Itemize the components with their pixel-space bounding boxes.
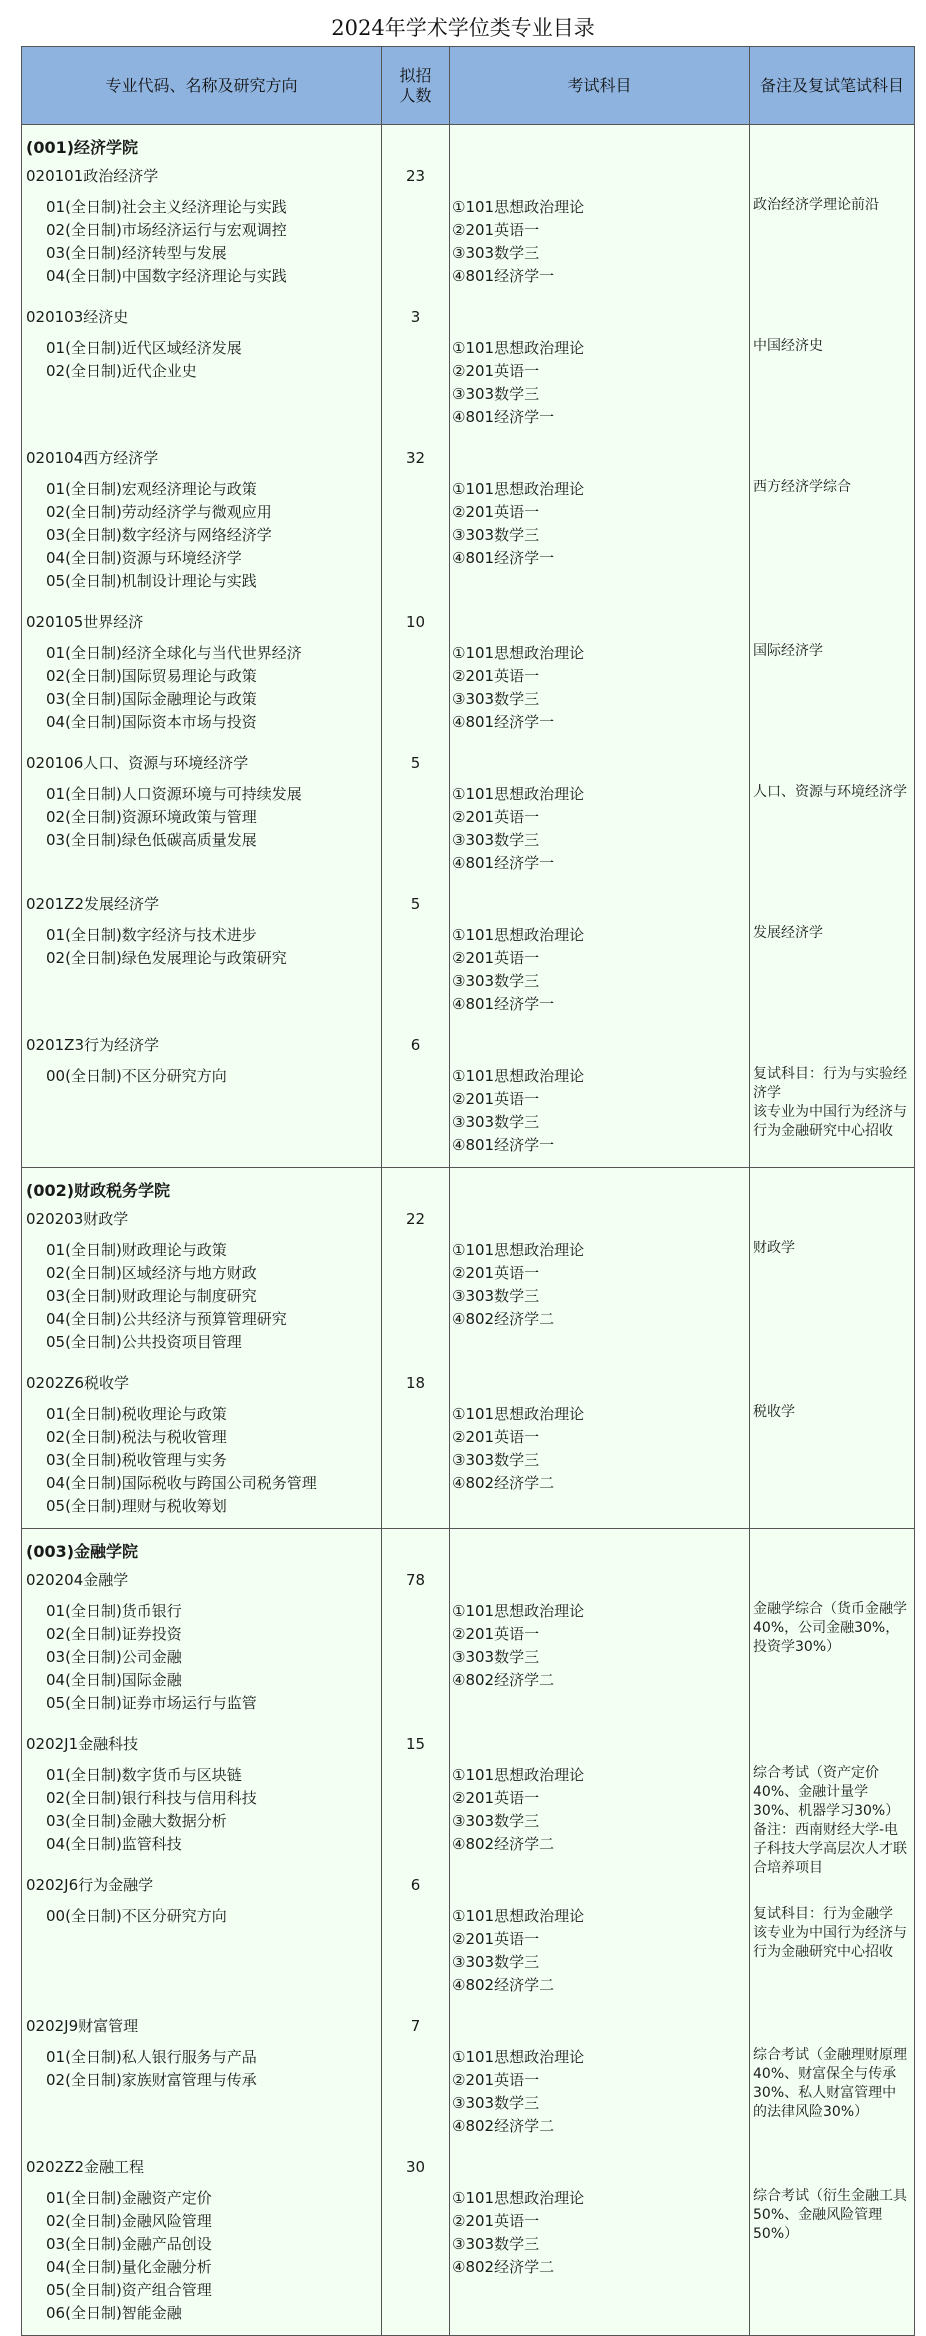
exam-subject: ③303数学三 — [452, 1648, 540, 1666]
remark-text: 备注：西南财经大学-电子科技大学高层次人才联合培养项目 — [753, 1822, 907, 1876]
quota-block — [382, 163, 449, 298]
exam-subject: ②201英语一 — [452, 667, 540, 685]
subjects-block — [450, 609, 749, 744]
research-direction: 01(全日制)财政理论与政策 — [46, 1241, 227, 1259]
remark-text: 税收学 — [753, 1404, 795, 1420]
exam-subject: ②201英语一 — [452, 221, 540, 239]
exam-subject: ②201英语一 — [452, 2071, 540, 2089]
research-direction: 02(全日制)区域经济与地方财政 — [46, 1264, 257, 1282]
subjects-block — [450, 163, 749, 298]
research-direction: 05(全日制)理财与税收筹划 — [46, 1497, 227, 1515]
major-block — [22, 1872, 381, 2007]
table-header-row — [22, 47, 915, 125]
remark-text: 该专业为中国行为经济与行为金融研究中心招收 — [753, 1925, 907, 1960]
research-direction: 02(全日制)银行科技与信用科技 — [46, 1789, 257, 1807]
subjects-block — [450, 1872, 749, 2007]
major-code-name: 020106人口、资源与环境经济学 — [26, 754, 249, 772]
header-major: 专业代码、名称及研究方向 — [22, 47, 382, 125]
department-name: (001)经济学院 — [26, 138, 139, 157]
exam-subject: ①101思想政治理论 — [452, 1907, 585, 1925]
remark-text: 综合考试（衍生金融工具50%、金融风险管理50%） — [753, 2188, 907, 2242]
major-quota: 3 — [410, 308, 421, 326]
subjects-block — [450, 891, 749, 1026]
research-direction: 04(全日制)国际金融 — [46, 1671, 182, 1689]
major-catalog-table — [21, 46, 915, 2336]
research-direction: 02(全日制)证券投资 — [46, 1625, 182, 1643]
research-direction: 01(全日制)税收理论与政策 — [46, 1405, 227, 1423]
major-block — [22, 2013, 381, 2148]
research-direction: 01(全日制)金融资产定价 — [46, 2189, 212, 2207]
remarks-block — [750, 1872, 914, 2007]
remarks-block — [750, 1032, 914, 1167]
remark-text: 财政学 — [753, 1240, 795, 1256]
remarks-block — [750, 750, 914, 885]
research-direction: 00(全日制)不区分研究方向 — [46, 1907, 227, 1925]
research-direction: 01(全日制)宏观经济理论与政策 — [46, 480, 257, 498]
exam-subject: ③303数学三 — [452, 1451, 540, 1469]
remarks-block — [750, 1567, 914, 1725]
quota-cell — [382, 1529, 450, 2336]
major-cell — [22, 1529, 382, 2336]
remark-text: 西方经济学综合 — [753, 479, 851, 495]
remark-text: 发展经济学 — [753, 925, 823, 941]
remarks-block — [750, 163, 914, 298]
exam-subject: ②201英语一 — [452, 1930, 540, 1948]
header-remarks: 备注及复试笔试科目 — [750, 47, 915, 125]
exam-subject: ④802经济学二 — [452, 1671, 555, 1689]
remark-text: 政治经济学理论前沿 — [753, 197, 879, 213]
exam-subject: ③303数学三 — [452, 972, 540, 990]
research-direction: 05(全日制)证券市场运行与监管 — [46, 1694, 257, 1712]
research-direction: 00(全日制)不区分研究方向 — [46, 1067, 227, 1085]
department-section — [22, 125, 915, 1168]
quota-block — [382, 2154, 449, 2335]
exam-subject: ②201英语一 — [452, 1625, 540, 1643]
quota-block — [382, 304, 449, 439]
research-direction: 02(全日制)家族财富管理与传承 — [46, 2071, 257, 2089]
research-direction: 04(全日制)公共经济与预算管理研究 — [46, 1310, 287, 1328]
subjects-cell — [450, 125, 750, 1168]
exam-subject: ①101思想政治理论 — [452, 2189, 585, 2207]
exam-subject: ①101思想政治理论 — [452, 1602, 585, 1620]
research-direction: 04(全日制)量化金融分析 — [46, 2258, 212, 2276]
major-quota: 30 — [405, 2158, 426, 2176]
research-direction: 03(全日制)金融产品创设 — [46, 2235, 212, 2253]
major-code-name: 020101政治经济学 — [26, 167, 159, 185]
research-direction: 04(全日制)中国数字经济理论与实践 — [46, 267, 287, 285]
exam-subject: ②201英语一 — [452, 1428, 540, 1446]
quota-block — [382, 1872, 449, 2007]
research-direction: 06(全日制)智能金融 — [46, 2304, 182, 2322]
research-direction: 01(全日制)数字经济与技术进步 — [46, 926, 257, 944]
exam-subject: ①101思想政治理论 — [452, 1067, 585, 1085]
remarks-block — [750, 1206, 914, 1364]
research-direction: 05(全日制)机制设计理论与实践 — [46, 572, 257, 590]
remarks-block — [750, 304, 914, 439]
remarks-block — [750, 2013, 914, 2148]
subjects-block — [450, 304, 749, 439]
exam-subject: ③303数学三 — [452, 244, 540, 262]
major-block — [22, 609, 381, 744]
exam-subject: ①101思想政治理论 — [452, 926, 585, 944]
exam-subject: ①101思想政治理论 — [452, 1241, 585, 1259]
quota-block — [382, 2013, 449, 2148]
exam-subject: ④801经济学一 — [452, 549, 555, 567]
exam-subject: ③303数学三 — [452, 2094, 540, 2112]
exam-subject: ④801经济学一 — [452, 713, 555, 731]
exam-subject: ④802经济学二 — [452, 2258, 555, 2276]
exam-subject: ①101思想政治理论 — [452, 785, 585, 803]
major-code-name: 0202J1金融科技 — [26, 1735, 139, 1753]
major-block — [22, 1731, 381, 1866]
major-cell — [22, 1168, 382, 1529]
quota-block — [382, 1032, 449, 1167]
major-cell — [22, 125, 382, 1168]
subjects-block — [450, 1206, 749, 1364]
research-direction: 02(全日制)资源环境政策与管理 — [46, 808, 257, 826]
subjects-cell — [450, 1529, 750, 2336]
major-code-name: 0202Z2金融工程 — [26, 2158, 144, 2176]
research-direction: 05(全日制)公共投资项目管理 — [46, 1333, 242, 1351]
exam-subject: ③303数学三 — [452, 1287, 540, 1305]
subjects-block — [450, 1567, 749, 1725]
quota-block — [382, 1731, 449, 1866]
major-block — [22, 1567, 381, 1725]
research-direction: 03(全日制)国际金融理论与政策 — [46, 690, 257, 708]
exam-subject: ④801经济学一 — [452, 267, 555, 285]
major-block — [22, 1370, 381, 1528]
research-direction: 03(全日制)绿色低碳高质量发展 — [46, 831, 257, 849]
research-direction: 03(全日制)税收管理与实务 — [46, 1451, 227, 1469]
exam-subject: ④802经济学二 — [452, 1976, 555, 1994]
page-title: 2024年学术学位类专业目录 — [331, 16, 595, 40]
exam-subject: ①101思想政治理论 — [452, 1766, 585, 1784]
exam-subject: ①101思想政治理论 — [452, 339, 585, 357]
remark-text: 金融学综合（货币金融学40%，公司金融30%，投资学30%） — [753, 1601, 907, 1655]
major-block — [22, 1032, 381, 1167]
exam-subject: ④801经济学一 — [452, 995, 555, 1013]
major-block — [22, 1206, 381, 1364]
research-direction: 01(全日制)社会主义经济理论与实践 — [46, 198, 287, 216]
exam-subject: ③303数学三 — [452, 1812, 540, 1830]
research-direction: 02(全日制)税法与税收管理 — [46, 1428, 227, 1446]
exam-subject: ①101思想政治理论 — [452, 198, 585, 216]
research-direction: 01(全日制)数字货币与区块链 — [46, 1766, 242, 1784]
remarks-block — [750, 609, 914, 744]
research-direction: 03(全日制)经济转型与发展 — [46, 244, 227, 262]
major-code-name: 020105世界经济 — [26, 613, 144, 631]
subjects-block — [450, 2154, 749, 2335]
remarks-block — [750, 2154, 914, 2335]
quota-block — [382, 891, 449, 1026]
research-direction: 02(全日制)市场经济运行与宏观调控 — [46, 221, 287, 239]
research-direction: 01(全日制)货币银行 — [46, 1602, 182, 1620]
exam-subject: ④801经济学一 — [452, 408, 555, 426]
exam-subject: ①101思想政治理论 — [452, 480, 585, 498]
remarks-block — [750, 445, 914, 603]
exam-subject: ②201英语一 — [452, 1090, 540, 1108]
exam-subject: ③303数学三 — [452, 385, 540, 403]
quota-block — [382, 1567, 449, 1725]
major-quota: 32 — [405, 449, 426, 467]
research-direction: 01(全日制)私人银行服务与产品 — [46, 2048, 257, 2066]
subjects-block — [450, 445, 749, 603]
exam-subject: ④802经济学二 — [452, 1310, 555, 1328]
research-direction: 01(全日制)近代区域经济发展 — [46, 339, 242, 357]
research-direction: 02(全日制)金融风险管理 — [46, 2212, 212, 2230]
subjects-block — [450, 1731, 749, 1866]
exam-subject: ②201英语一 — [452, 808, 540, 826]
major-quota: 5 — [410, 754, 421, 772]
research-direction: 03(全日制)金融大数据分析 — [46, 1812, 227, 1830]
subjects-cell — [450, 1168, 750, 1529]
remark-text: 复试科目：行为金融学 — [753, 1906, 893, 1922]
major-quota: 10 — [405, 613, 426, 631]
exam-subject: ①101思想政治理论 — [452, 1405, 585, 1423]
exam-subject: ③303数学三 — [452, 2235, 540, 2253]
major-code-name: 0202Z6税收学 — [26, 1374, 129, 1392]
major-quota: 15 — [405, 1735, 426, 1753]
header-subjects: 考试科目 — [450, 47, 750, 125]
exam-subject: ①101思想政治理论 — [452, 2048, 585, 2066]
research-direction: 03(全日制)数字经济与网络经济学 — [46, 526, 272, 544]
remark-text: 国际经济学 — [753, 643, 823, 659]
subjects-block — [450, 2013, 749, 2148]
remark-text: 人口、资源与环境经济学 — [753, 784, 907, 800]
research-direction: 02(全日制)近代企业史 — [46, 362, 197, 380]
major-code-name: 0201Z2发展经济学 — [26, 895, 159, 913]
research-direction: 05(全日制)资产组合管理 — [46, 2281, 212, 2299]
exam-subject: ②201英语一 — [452, 949, 540, 967]
research-direction: 03(全日制)财政理论与制度研究 — [46, 1287, 257, 1305]
major-quota: 78 — [405, 1571, 426, 1589]
subjects-block — [450, 1032, 749, 1167]
exam-subject: ②201英语一 — [452, 2212, 540, 2230]
research-direction: 04(全日制)国际税收与跨国公司税务管理 — [46, 1474, 317, 1492]
major-quota: 5 — [410, 895, 421, 913]
department-name: (003)金融学院 — [26, 1542, 139, 1561]
research-direction: 03(全日制)公司金融 — [46, 1648, 182, 1666]
exam-subject: ①101思想政治理论 — [452, 644, 585, 662]
remarks-block — [750, 1370, 914, 1528]
major-code-name: 020103经济史 — [26, 308, 129, 326]
major-block — [22, 163, 381, 298]
exam-subject: ③303数学三 — [452, 831, 540, 849]
quota-block — [382, 1206, 449, 1364]
quota-cell — [382, 1168, 450, 1529]
exam-subject: ②201英语一 — [452, 362, 540, 380]
research-direction: 02(全日制)绿色发展理论与政策研究 — [46, 949, 287, 967]
exam-subject: ③303数学三 — [452, 690, 540, 708]
major-quota: 18 — [405, 1374, 426, 1392]
major-code-name: 0202J9财富管理 — [26, 2017, 139, 2035]
subjects-block — [450, 750, 749, 885]
research-direction: 04(全日制)资源与环境经济学 — [46, 549, 242, 567]
research-direction: 01(全日制)经济全球化与当代世界经济 — [46, 644, 302, 662]
exam-subject: ④802经济学二 — [452, 2117, 555, 2135]
remarks-block — [750, 1731, 914, 1876]
department-name: (002)财政税务学院 — [26, 1181, 171, 1200]
research-direction: 02(全日制)劳动经济学与微观应用 — [46, 503, 272, 521]
major-quota: 6 — [410, 1876, 421, 1894]
major-block — [22, 891, 381, 1026]
quota-block — [382, 750, 449, 885]
remark-text: 综合考试（资产定价40%、金融计量学30%、机器学习30%） — [753, 1765, 900, 1819]
exam-subject: ②201英语一 — [452, 1789, 540, 1807]
header-quota: 拟招人数 — [382, 47, 450, 125]
department-section — [22, 1168, 915, 1529]
remark-text: 复试科目：行为与实验经济学 — [753, 1066, 907, 1101]
exam-subject: ②201英语一 — [452, 503, 540, 521]
quota-cell — [382, 125, 450, 1168]
major-block — [22, 445, 381, 603]
major-code-name: 0202J6行为金融学 — [26, 1876, 154, 1894]
quota-block — [382, 445, 449, 603]
quota-block — [382, 1370, 449, 1528]
major-code-name: 020104西方经济学 — [26, 449, 159, 467]
major-quota: 6 — [410, 1036, 421, 1054]
exam-subject: ②201英语一 — [452, 1264, 540, 1282]
research-direction: 02(全日制)国际贸易理论与政策 — [46, 667, 257, 685]
exam-subject: ④801经济学一 — [452, 854, 555, 872]
major-block — [22, 2154, 381, 2335]
major-code-name: 020204金融学 — [26, 1571, 129, 1589]
remark-text: 该专业为中国行为经济与行为金融研究中心招收 — [753, 1104, 907, 1139]
exam-subject: ③303数学三 — [452, 526, 540, 544]
remark-text: 中国经济史 — [753, 338, 823, 354]
major-code-name: 020203财政学 — [26, 1210, 129, 1228]
research-direction: 04(全日制)国际资本市场与投资 — [46, 713, 257, 731]
exam-subject: ④802经济学二 — [452, 1474, 555, 1492]
subjects-block — [450, 1370, 749, 1528]
department-section — [22, 1529, 915, 2336]
remarks-cell — [750, 125, 915, 1168]
major-block — [22, 304, 381, 439]
exam-subject: ③303数学三 — [452, 1953, 540, 1971]
remark-text: 综合考试（金融理财原理40%、财富保全与传承30%、私人财富管理中的法律风险30%） — [753, 2047, 907, 2120]
major-quota: 7 — [410, 2017, 421, 2035]
remarks-cell — [750, 1168, 915, 1529]
remarks-cell — [750, 1529, 915, 2336]
exam-subject: ④802经济学二 — [452, 1835, 555, 1853]
quota-block — [382, 609, 449, 744]
major-quota: 22 — [405, 1210, 426, 1228]
remarks-block — [750, 891, 914, 1026]
major-code-name: 0201Z3行为经济学 — [26, 1036, 159, 1054]
exam-subject: ③303数学三 — [452, 1113, 540, 1131]
exam-subject: ④801经济学一 — [452, 1136, 555, 1154]
major-quota: 23 — [405, 167, 426, 185]
research-direction: 04(全日制)监管科技 — [46, 1835, 182, 1853]
research-direction: 01(全日制)人口资源环境与可持续发展 — [46, 785, 302, 803]
major-block — [22, 750, 381, 885]
